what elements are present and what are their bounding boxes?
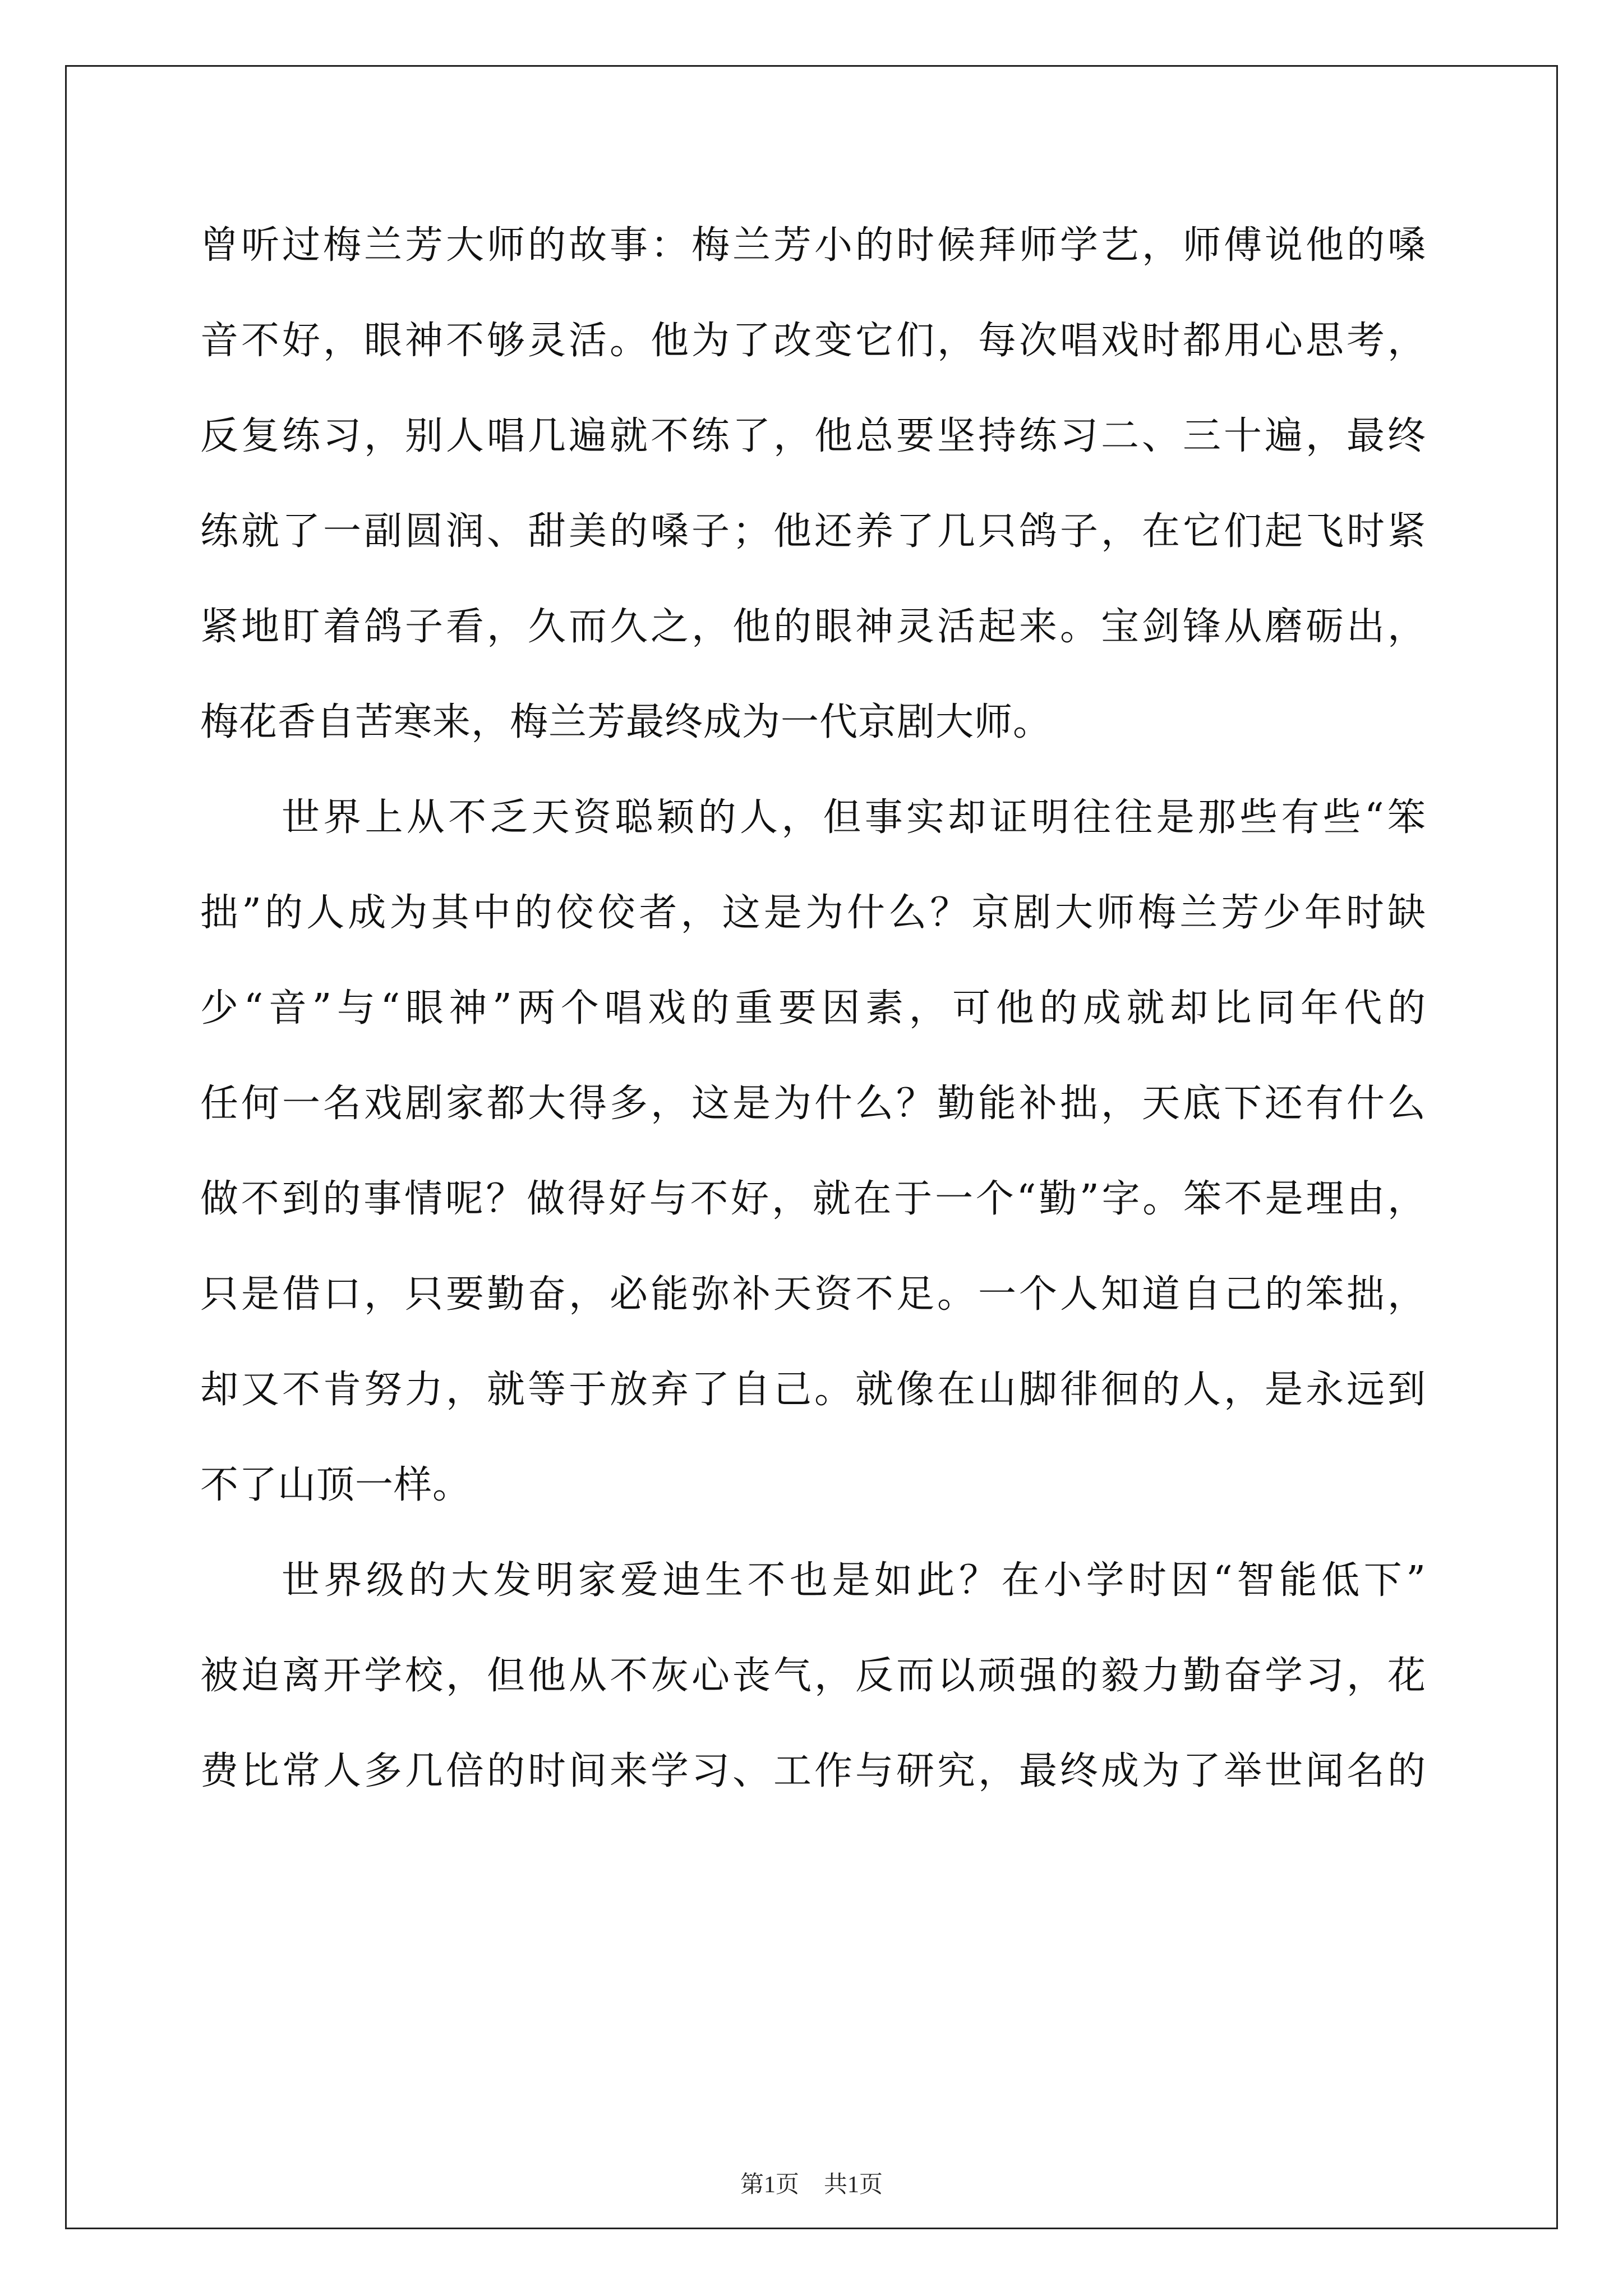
text-line: 反复练习，别人唱几遍就不练了，他总要坚持练习二、三十遍，最终 [200, 414, 1426, 458]
text-line: 紧地盯着鸽子看，久而久之，他的眼神灵活起来。宝剑锋从磨砺出， [200, 605, 1426, 649]
text-line: 音不好，眼神不够灵活。他为了改变它们，每次唱戏时都用心思考， [200, 319, 1426, 363]
page-footer [0, 2168, 1623, 2202]
text-line: 拙”的人成为其中的佼佼者，这是为什么？京剧大师梅兰芳少年时缺 [200, 891, 1426, 935]
text-line: 少“音”与“眼神”两个唱戏的重要因素，可他的成就却比同年代的 [200, 986, 1426, 1030]
text-line: 做不到的事情呢？做得好与不好，就在于一个“勤”字。笨不是理由， [200, 1177, 1426, 1221]
text-line: 任何一名戏剧家都大得多，这是为什么？勤能补拙，天底下还有什么 [200, 1082, 1426, 1126]
text-line: 费比常人多几倍的时间来学习、工作与研究，最终成为了举世闻名的 [200, 1749, 1426, 1793]
text-line: 不了山顶一样。 [200, 1463, 472, 1507]
page-border [65, 65, 1558, 2229]
text-line: 练就了一副圆润、甜美的嗓子；他还养了几只鸽子，在它们起飞时紧 [200, 509, 1426, 554]
page-number: 第1页 [740, 2172, 799, 2198]
text-line: 曾听过梅兰芳大师的故事：梅兰芳小的时候拜师学艺，师傅说他的嗓 [200, 223, 1426, 268]
text-line: 却又不肯努力，就等于放弃了自己。就像在山脚徘徊的人，是永远到 [200, 1368, 1426, 1412]
text-line: 世界上从不乏天资聪颖的人，但事实却证明往往是那些有些“笨 [282, 795, 1426, 840]
text-line: 只是借口，只要勤奋，必能弥补天资不足。一个人知道自己的笨拙， [200, 1272, 1426, 1317]
page-total: 共1页 [824, 2172, 883, 2198]
text-line: 世界级的大发明家爱迪生不也是如此？在小学时因“智能低下” [282, 1558, 1426, 1603]
text-line: 被迫离开学校，但他从不灰心丧气，反而以顽强的毅力勤奋学习，花 [200, 1654, 1426, 1698]
text-line: 梅花香自苦寒来，梅兰芳最终成为一代京剧大师。 [200, 700, 1052, 744]
